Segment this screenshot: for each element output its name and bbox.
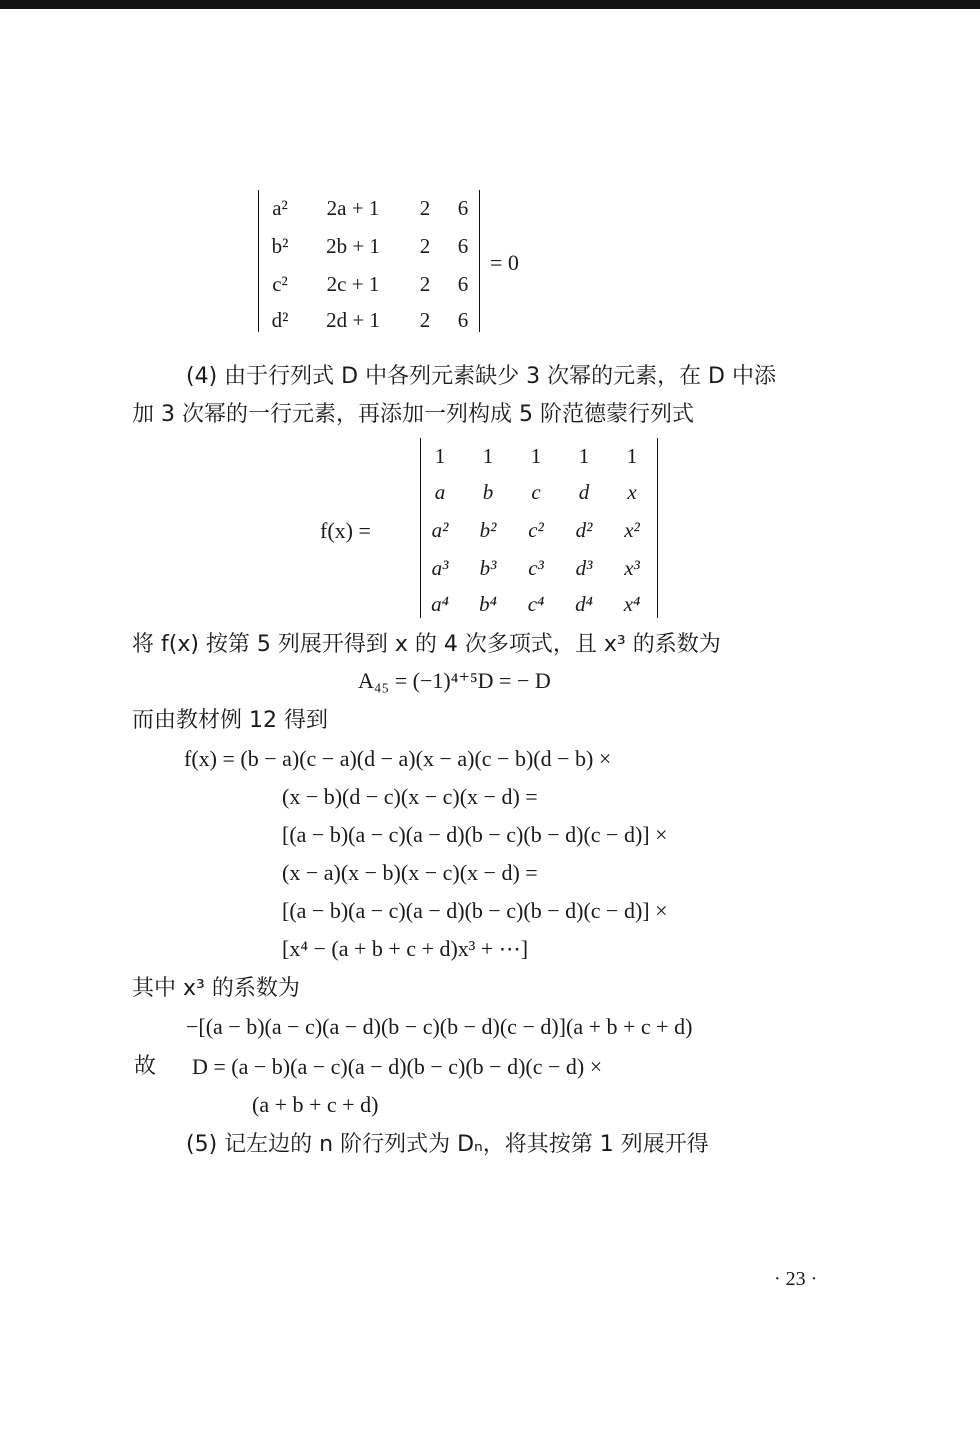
det1-cell: b²: [271, 234, 289, 258]
det1-cell: 2: [419, 308, 431, 332]
det1-cell: c²: [272, 272, 288, 296]
det1-cell: 2: [419, 234, 431, 258]
det2-cell: 1: [626, 444, 638, 468]
det2-cell: d: [578, 480, 590, 504]
det1-cell: 2: [419, 272, 431, 296]
conclusion-line1: D = (a − b)(a − c)(a − d)(b − c)(b − d)(c − d) ×: [192, 1054, 603, 1079]
det2-cell: a⁴: [431, 592, 449, 616]
det2-cell: d³: [575, 556, 593, 580]
text-coef: 其中 x³ 的系数为: [132, 976, 300, 1001]
eq-a45: A₄₅ = (−1)⁴⁺⁵D = − D: [358, 668, 551, 693]
det2-cell: a: [434, 480, 446, 504]
det2-cell: 1: [434, 444, 446, 468]
det2-cell: 1: [578, 444, 590, 468]
det2-cell: a³: [431, 556, 449, 580]
det1-cell: 6: [457, 308, 469, 332]
det1-rhs: = 0: [490, 250, 519, 275]
det2-cell: b: [482, 480, 494, 504]
conclusion-label: 故: [134, 1054, 157, 1079]
determinant-2: [420, 438, 658, 618]
det2-cell: x⁴: [623, 592, 641, 616]
fx-line: (x − b)(d − c)(x − c)(x − d) =: [282, 784, 538, 809]
det2-cell: c²: [528, 518, 544, 542]
fx-line: [(a − b)(a − c)(a − d)(b − c)(b − d)(c − d)] ×: [282, 898, 668, 923]
fx-line: f(x) = (b − a)(c − a)(d − a)(x − a)(c − b)(d − b) ×: [184, 746, 612, 771]
det2-cell: c⁴: [527, 592, 545, 616]
det2-cell: c³: [528, 556, 544, 580]
para5: (5) 记左边的 n 阶行列式为 Dₙ，将其按第 1 列展开得: [186, 1132, 709, 1157]
fx-line: (x − a)(x − b)(x − c)(x − d) =: [282, 860, 538, 885]
det1-cell: 6: [457, 196, 469, 220]
det2-cell: x³: [624, 556, 640, 580]
fx-line: [(a − b)(a − c)(a − d)(b − c)(b − d)(c − d)] ×: [282, 822, 668, 847]
det2-cell: 1: [530, 444, 542, 468]
fx-line: [x⁴ − (a + b + c + d)x³ + ⋯]: [282, 936, 529, 961]
det2-cell: d⁴: [575, 592, 593, 616]
det2-cell: 1: [482, 444, 494, 468]
para4-line1: (4) 由于行列式 D 中各列元素缺少 3 次幂的元素，在 D 中添: [186, 364, 776, 389]
det2-cell: b²: [479, 518, 497, 542]
para4-line2: 加 3 次幂的一行元素，再添加一列构成 5 阶范德蒙行列式: [132, 402, 694, 427]
top-rule: [0, 0, 980, 9]
det2-lhs: f(x) =: [320, 518, 371, 543]
det1-cell: 2a + 1: [326, 196, 380, 220]
det2-cell: b⁴: [479, 592, 497, 616]
det1-cell: 6: [457, 234, 469, 258]
det1-cell: 2d + 1: [326, 308, 380, 332]
det1-cell: 2c + 1: [326, 272, 380, 296]
det2-cell: a²: [431, 518, 449, 542]
det2-cell: x: [627, 480, 637, 504]
det1-cell: 6: [457, 272, 469, 296]
text-example: 而由教材例 12 得到: [132, 708, 328, 733]
det1-cell: 2: [419, 196, 431, 220]
det1-cell: d²: [271, 308, 289, 332]
page-number: · 23 ·: [774, 1268, 818, 1290]
conclusion-line2: (a + b + c + d): [252, 1092, 379, 1117]
determinant-1: [258, 190, 480, 332]
det1-cell: a²: [272, 196, 288, 220]
det2-cell: c: [531, 480, 541, 504]
coef-expr: −[(a − b)(a − c)(a − d)(b − c)(b − d)(c − d)](a + b + c + d): [186, 1014, 693, 1039]
det2-cell: x²: [624, 518, 640, 542]
det2-cell: b³: [479, 556, 497, 580]
det2-cell: d²: [575, 518, 593, 542]
text-expand: 将 f(x) 按第 5 列展开得到 x 的 4 次多项式，且 x³ 的系数为: [132, 632, 721, 657]
det1-cell: 2b + 1: [326, 234, 380, 258]
